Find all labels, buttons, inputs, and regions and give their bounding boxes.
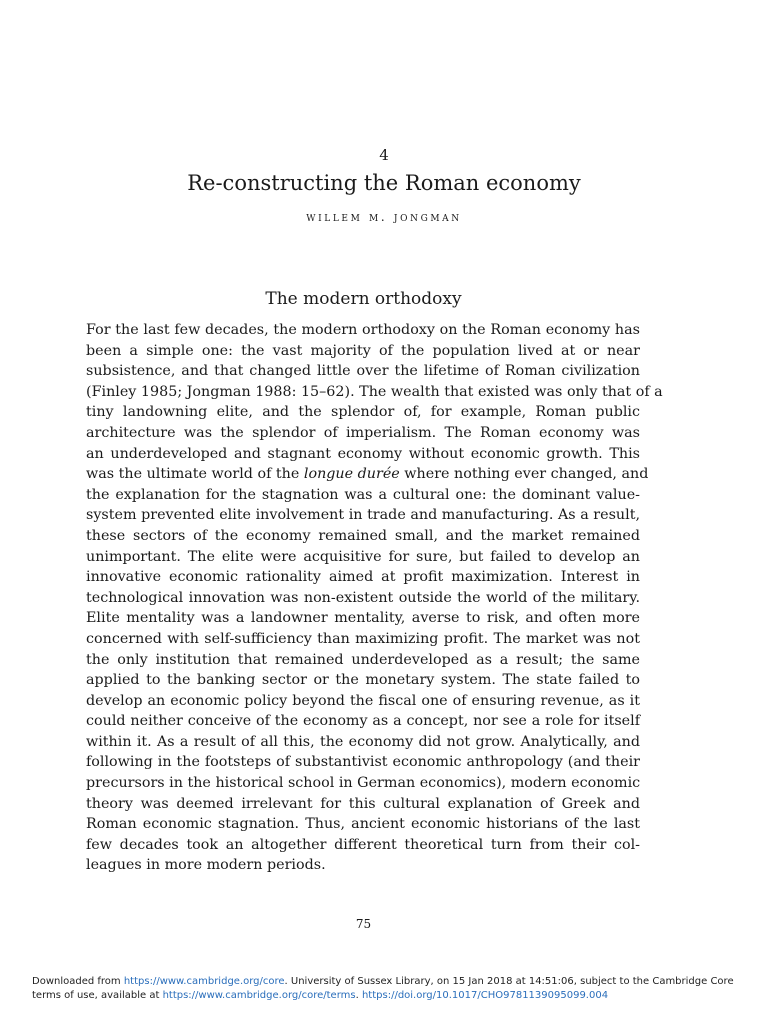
text-line: Roman economic stagnation. Thus, ancient economic historians of the last [86,816,640,833]
text-line: an underdeveloped and stagnant economy without economic growth. This [86,445,640,462]
text-line: technological innovation was non-existent outside the world of the military. [86,589,640,606]
chapter-title: Re-constructing the Roman economy [187,171,581,195]
section-heading: The modern orthodoxy [265,289,462,309]
text-line: applied to the banking sector or the monetary system. The state failed to [86,672,640,689]
text-line [86,464,649,485]
text-segment: where nothing ever changed, and [399,466,649,483]
text-line: (Finley 1985; Jongman 1988: 15–62). The wealth that existed was only that of a [86,383,663,400]
footer-line-1 [32,975,752,989]
cambridge-core-link[interactable]: https://www.cambridge.org/core [123,976,285,987]
text-line: subsistence, and that changed little over the lifetime of Roman civilization [86,363,640,380]
italic-term: longue durée [303,466,400,483]
download-footer [32,975,752,1003]
text-line: Elite mentality was a landowner mentality, averse to risk, and often more [86,610,640,627]
terms-link[interactable]: https://www.cambridge.org/core/terms [162,990,356,1001]
text-line: precursors in the historical school in German economics), modern economic [86,775,641,792]
text-line: theory was deemed irrelevant for this cultural explanation of Greek and [86,795,640,812]
text-line: leagues in more modern periods. [86,857,326,874]
body-paragraph [86,320,663,876]
chapter-number: 4 [379,146,389,164]
text-line: unimportant. The elite were acquisitive for sure, but failed to develop an [86,548,640,565]
text-line: these sectors of the economy remained small, and the market remained [86,527,640,544]
footer-prefix: Downloaded from [32,976,124,987]
text-line: develop an economic policy beyond the fiscal one of ensuring revenue, as it [86,692,640,709]
text-line: been a simple one: the vast majority of the population lived at or near [86,342,640,359]
text-line: For the last few decades, the modern orthodoxy on the Roman economy has [86,322,640,338]
footer-separator: . [355,990,362,1001]
text-line: the only institution that remained underdeveloped as a result; the same [86,651,640,668]
text-line: the explanation for the stagnation was a cultural one: the dominant value- [86,486,640,503]
text-line: tiny landowning elite, and the splendor of, for example, Roman public [86,404,640,421]
doi-link[interactable]: https://doi.org/10.1017/CHO9781139095099.004 [361,990,609,1001]
text-line: could neither conceive of the economy as a concept, nor see a role for itself [86,713,640,730]
text-line: few decades took an altogether different theoretical turn from their col- [86,836,640,853]
footer-line-2 [32,989,752,1003]
footer-middle: . University of Sussex Library, on 15 Jan 2018 at 14:51:06, subject to the Cambridge Core [284,976,734,987]
page-number: 75 [355,917,372,931]
chapter-author: willem m. jongman [306,209,462,224]
text-line: system prevented elite involvement in trade and manufacturing. As a result, [86,507,640,524]
text-line: following in the footsteps of substantivist economic anthropology (and their [86,754,640,771]
text-line: innovative economic rationality aimed at profit maximization. Interest in [86,569,640,586]
text-line: concerned with self-sufficiency than maximizing profit. The market was not [86,630,640,647]
text-segment: was the ultimate world of the [86,466,304,483]
text-line: architecture was the splendor of imperialism. The Roman economy was [86,424,640,441]
footer-line2-prefix: terms of use, available at [32,990,163,1001]
text-line: within it. As a result of all this, the economy did not grow. Analytically, and [86,733,640,750]
